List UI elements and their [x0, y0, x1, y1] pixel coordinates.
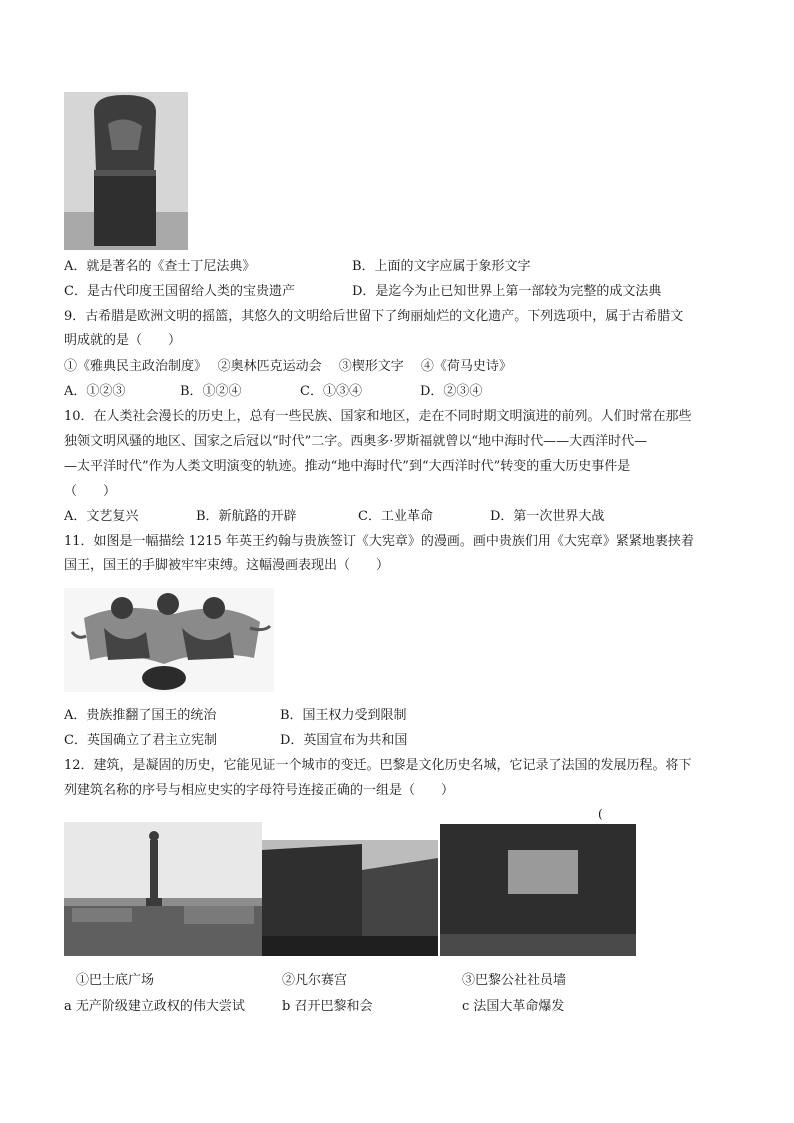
q9-items: ①《雅典民主政治制度》 ②奥林匹克运动会 ③楔形文字 ④《荷马史诗》 [64, 359, 512, 374]
bastille-illustration [64, 822, 262, 956]
bastille-square-photo [64, 822, 262, 956]
q10-stem-line3: —太平洋时代”作为人类文明演变的轨迹。推动“地中海时代”到“大西洋时代”转变的重大历史事件是 [64, 459, 631, 474]
q9-option-b: B．①②④ [180, 384, 242, 399]
q10-stem-line2: 独领文明风骚的地区、国家之后冠以“时代”二字。西奥多·罗斯福就曾以“地中海时代——大西洋时代— [64, 434, 648, 449]
q8-option-b: B．上面的文字应属于象形文字 [352, 259, 531, 274]
q12-stem-line1: 12．建筑，是凝固的历史，它能见证一个城市的变迁。巴黎是文化历史名城，它记录了法国的发展历程。将下 [64, 758, 692, 773]
fact-b: b 召开巴黎和会 [282, 999, 373, 1014]
q11-option-c: C．英国确立了君主立宪制 [64, 733, 217, 748]
communards-wall-photo [440, 824, 636, 956]
q11-option-b: B．国王权力受到限制 [280, 708, 407, 723]
q11-option-d: D．英国宣布为共和国 [280, 733, 408, 748]
q9-option-a: A．①②③ [64, 384, 126, 399]
q10-stem-line4: （ ） [64, 484, 117, 499]
q11-option-a: A．贵族推翻了国王的统治 [64, 708, 217, 723]
q10-option-b: B．新航路的开辟 [196, 509, 297, 524]
q9-option-d: D．②③④ [420, 384, 483, 399]
q10-stem-line1: 10．在人类社会漫长的历史上，总有一些民族、国家和地区，走在不同时期文明演进的前列。人们时常在那些 [64, 409, 692, 424]
stele-illustration [64, 92, 188, 250]
q9-option-c: C．①③④ [300, 384, 362, 399]
cartoon-illustration [64, 588, 274, 692]
q10-option-d: D．第一次世界大战 [490, 509, 605, 524]
fact-a: a 无产阶级建立政权的伟大尝试 [64, 999, 245, 1014]
q8-option-d: D．是迄今为止已知世界上第一部较为完整的成文法典 [352, 284, 662, 299]
stele-photo [64, 92, 188, 250]
building-caption-3: ③巴黎公社社员墙 [462, 973, 567, 988]
versailles-photo [262, 840, 438, 956]
versailles-illustration [262, 840, 438, 956]
building-caption-1: ①巴士底广场 [76, 973, 155, 988]
q10-option-c: C．工业革命 [358, 509, 433, 524]
q9-stem-line1: 9．古希腊是欧洲文明的摇篮，其悠久的文明给后世留下了绚丽灿烂的文化遗产。下列选项中，属于古希腊文 [64, 309, 684, 324]
q8-option-c: C．是古代印度王国留给人类的宝贵遗产 [64, 284, 295, 299]
magna-carta-cartoon [64, 588, 274, 692]
q12-stem-line2: 列建筑名称的序号与相应史实的字母符号连接正确的一组是（ ） [64, 783, 455, 798]
q11-stem-line1: 11．如图是一幅描绘 1215 年英王约翰与贵族签订《大宪章》的漫画。画中贵族们用《大宪章》紧紧地裹挟着 [64, 534, 694, 549]
fact-c: c 法国大革命爆发 [462, 999, 565, 1014]
communards-wall-illustration [440, 824, 636, 956]
stray-mark: ( [598, 807, 603, 821]
q10-option-a: A．文艺复兴 [64, 509, 139, 524]
building-caption-2: ②凡尔赛宫 [282, 973, 348, 988]
q8-option-a: A．就是著名的《查士丁尼法典》 [64, 259, 256, 274]
q9-stem-line2: 明成就的是（ ） [64, 333, 182, 348]
q11-stem-line2: 国王，国王的手脚被牢牢束缚。这幅漫画表现出（ ） [64, 558, 390, 573]
